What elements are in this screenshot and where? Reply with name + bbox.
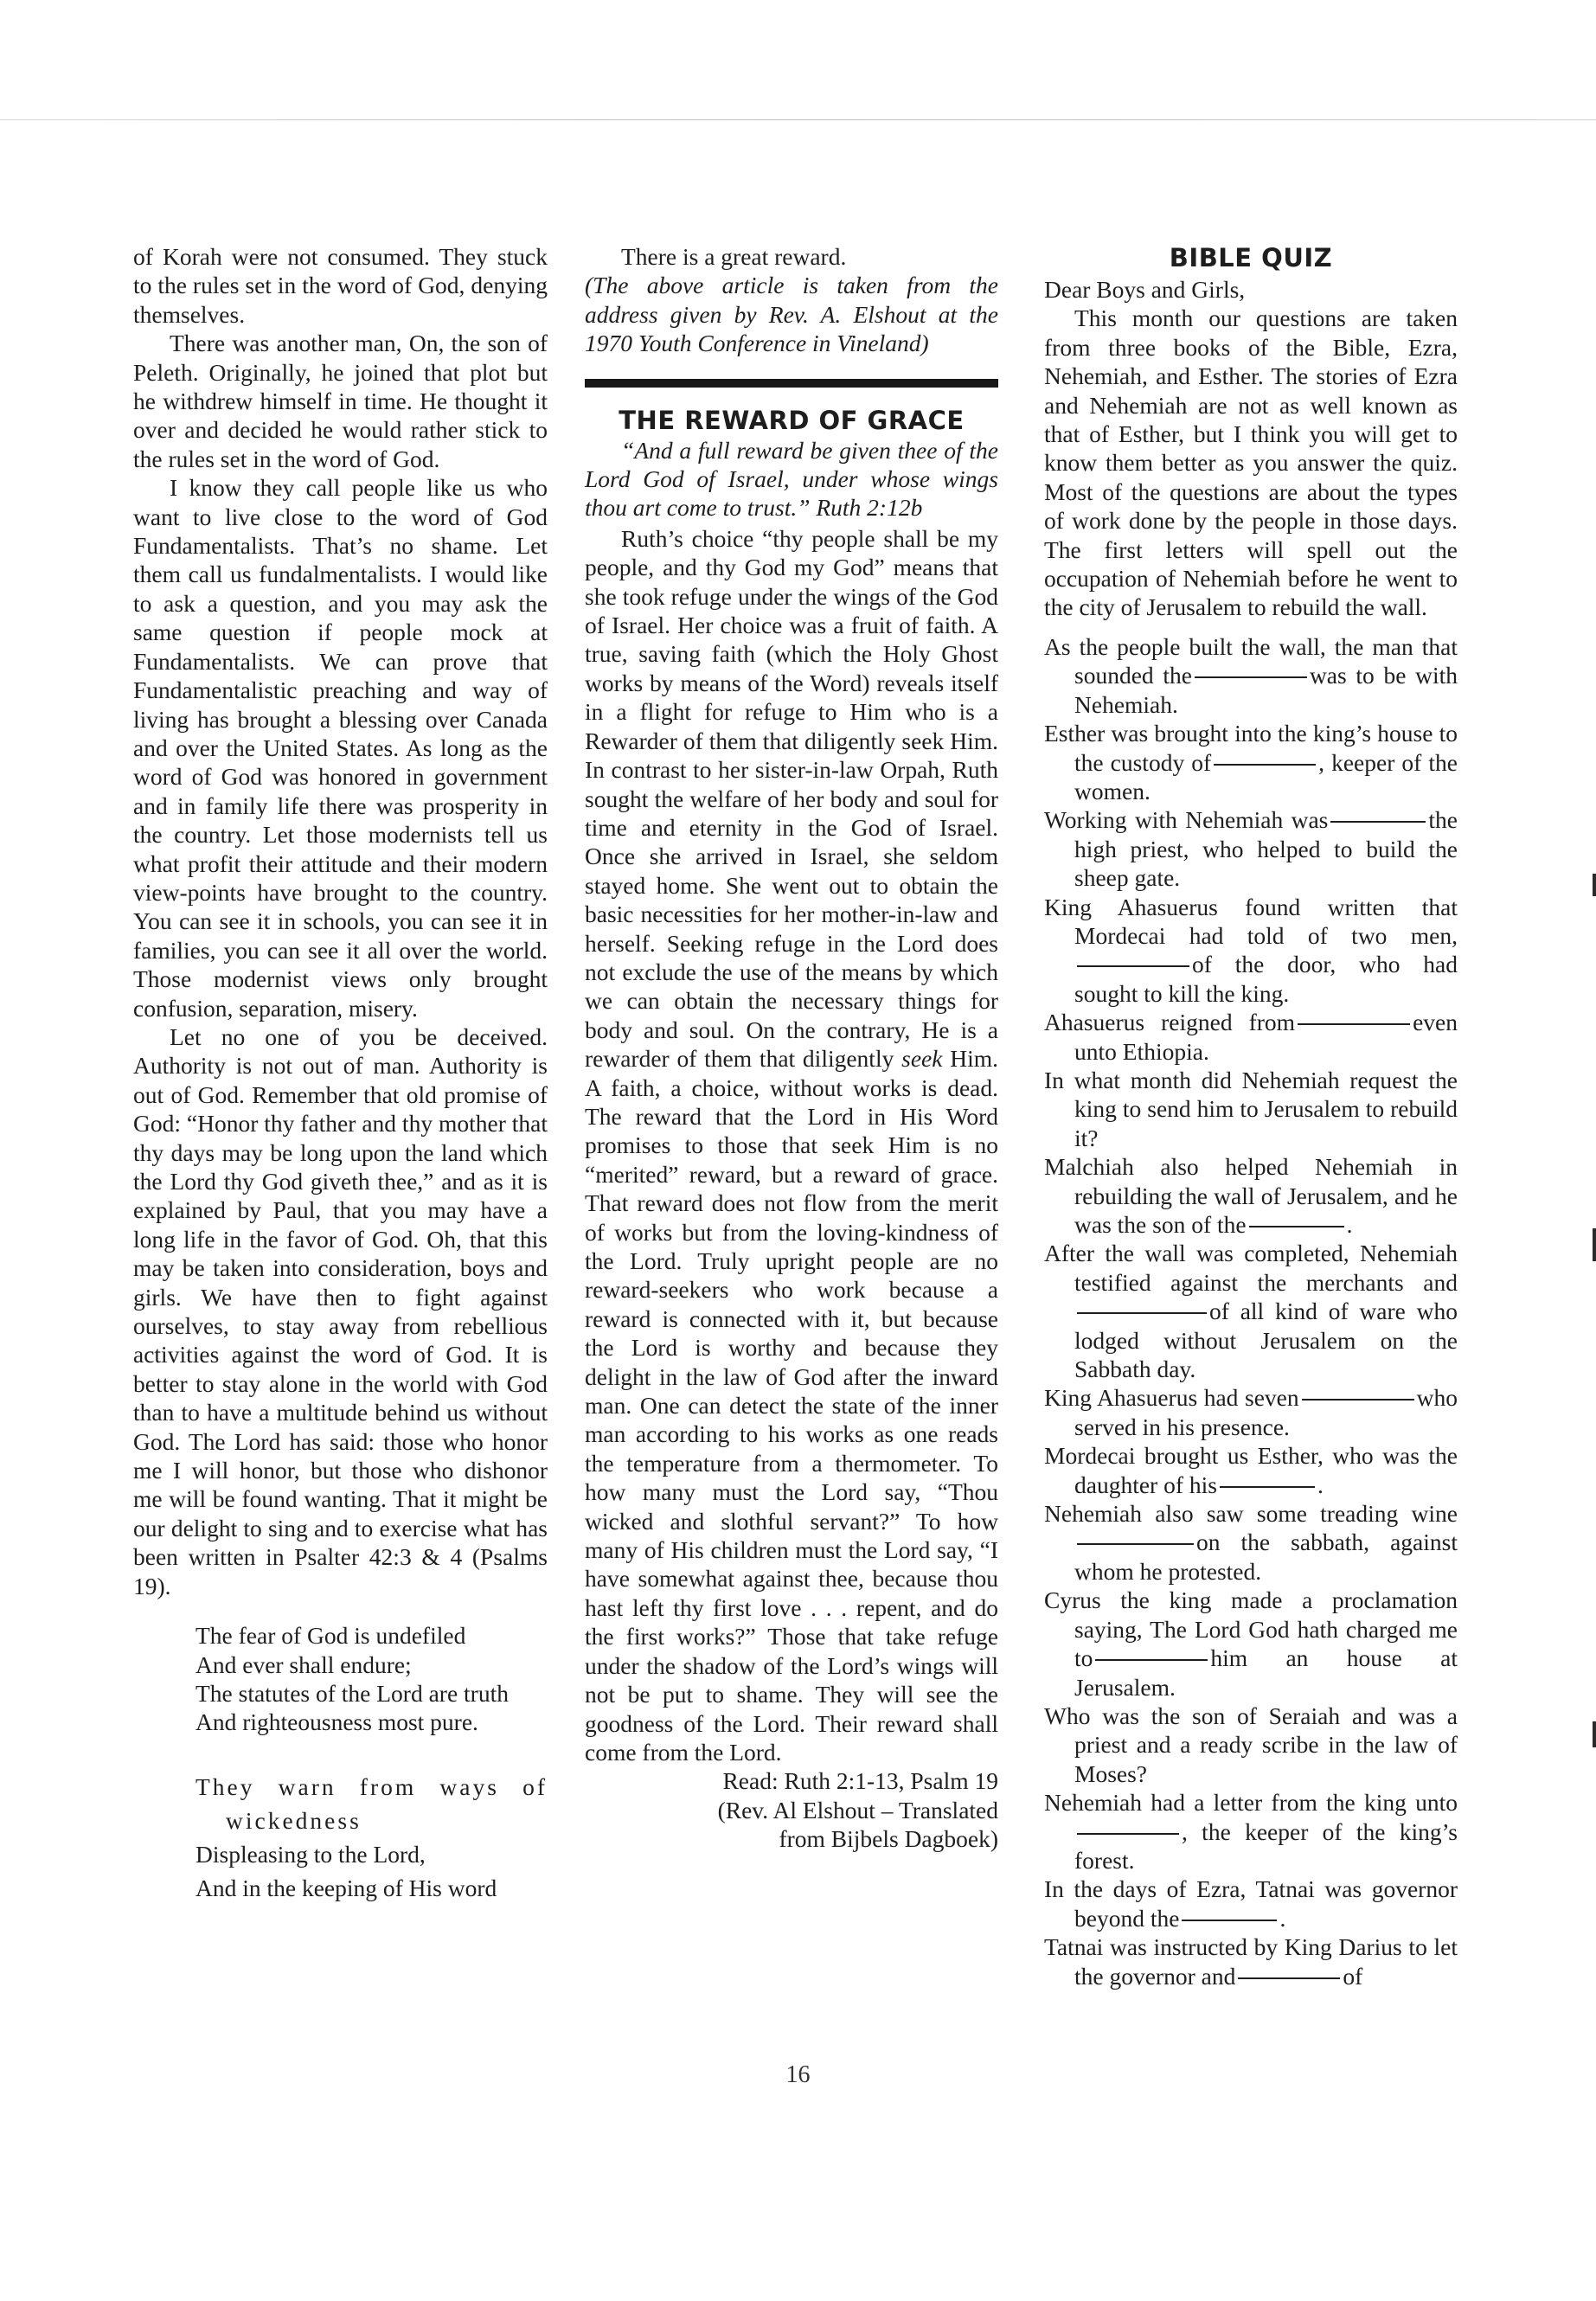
question-text: even unto Ethiopia. [1074, 1009, 1458, 1065]
paragraph: of Korah were not consumed. They stuck to the rules set in the word of God, denying themselves. [133, 243, 548, 328]
source-note: (The above article is taken from the address given by Rev. A. Elshout at the 1970 Youth Conference in Vineland) [585, 272, 998, 357]
question-text: who served in his presence. [1074, 1384, 1458, 1440]
quiz-question [1044, 1441, 1458, 1499]
quiz-heading: BIBLE QUIZ [1169, 243, 1333, 272]
quiz-question [1044, 1586, 1458, 1702]
question-text: As the people built the wall, the man that sounded the [1044, 632, 1458, 689]
quiz-question [1044, 632, 1458, 719]
question-text: of [1343, 1962, 1363, 1990]
question-text: . [1317, 1471, 1324, 1498]
answer-blank [1182, 1920, 1277, 1921]
scan-border-top [0, 119, 1596, 120]
poem-line: The statutes of the Lord are truth [195, 1679, 509, 1707]
answer-blank [1077, 1312, 1207, 1314]
quiz-question [1044, 1702, 1458, 1788]
question-text: on the sabbath, against whom he protested. [1074, 1529, 1458, 1585]
question-text: Cyrus the king made a proclamation saying, The Lord God hath charged me to [1044, 1586, 1458, 1672]
question-text: , the keeper of the king’s forest. [1074, 1817, 1458, 1874]
quiz-question [1044, 719, 1458, 805]
question-text: Mordecai brought us Esther, who was the daughter of his [1044, 1442, 1458, 1498]
question-text: Ahasuerus reigned from [1044, 1009, 1296, 1036]
paragraph: I know they call people like us who want to live close to the word of God Fundamentalists. That’s no shame. Let them call us fundalmentalists. I would like to ask a question, and you may ask the same question if people mock at Fundamentalists. We can prove that Fundamentalistic preaching and way of living has brought a blessing over Canada and over the United States. As long as the word of God was honored in government and in family life there was prosperity in the country. Let those modernists tell us what profit their attitude and their modern view-points have brought to the country. You can see it in schools, you can see it in families, you can see it all over the world. Those modernist views only brought confusion, separation, misery. [133, 474, 548, 1022]
emphasis: seek [901, 1045, 943, 1073]
paragraph: There was another man, On, the son of Peleth. Originally, he joined that plot but he withdrew himself in time. He thought it over and decided he would rather stick to the rules set in the word of God. [133, 330, 548, 472]
question-text: the high priest, who helped to build the sheep gate. [1074, 806, 1458, 892]
column-right [1044, 242, 1458, 1990]
question-text: him an house at Jerusalem. [1074, 1644, 1458, 1701]
question-text: of all kind of ware who lodged without Jerusalem on the Sabbath day. [1074, 1298, 1458, 1383]
answer-blank [1302, 1399, 1414, 1400]
question-text: Malchiah also helped Nehemiah in rebuilding the wall of Jerusalem, and he was the son of the [1044, 1153, 1458, 1238]
column-left [133, 242, 548, 1905]
salutation: Dear Boys and Girls, [1044, 276, 1246, 303]
answer-blank [1077, 1833, 1179, 1835]
quiz-question [1044, 805, 1458, 892]
quiz-question [1044, 1499, 1458, 1586]
article-heading: THE REWARD OF GRACE [619, 405, 965, 435]
answer-blank [1214, 764, 1316, 766]
psalter-stanza [195, 1770, 548, 1905]
quiz-intro: This month our questions are taken from three books of the Bible, Ezra, Nehemiah, and Esther. The stories of Ezra and Nehemiah are not as well known as that of Esther, but I think you will get to know them better as you answer the quiz. Most of the questions are about the types of work done by the people in those days. The first letters will spell out the occupation of Nehemiah before he went to the city of Jerusalem to rebuild the wall. [1044, 304, 1458, 621]
question-text: Who was the son of Seraiah and was a priest and a ready scribe in the law of Moses? [1044, 1702, 1458, 1787]
answer-blank [1077, 1543, 1194, 1545]
quiz-question [1044, 1875, 1458, 1932]
question-text: King Ahasuerus had seven [1044, 1384, 1299, 1412]
question-text: of the door, who had sought to kill the king. [1074, 951, 1458, 1007]
question-text: . [1279, 1904, 1286, 1932]
question-text: Tatnai was instructed by King Darius to let the governor and [1044, 1933, 1458, 1990]
question-text: was to be with Nehemiah. [1074, 662, 1458, 718]
question-text: In the days of Ezra, Tatnai was governor beyond the [1044, 1875, 1458, 1932]
paragraph: Let no one of you be deceived. Authority is not out of man. Authority is out of God. Remember that old promise of God: “Honor thy father and thy mother that thy days may be long upon the land which the Lord thy God giveth thee,” and as it is explained by Paul, that you may have a long life in the favor of God. Oh, that this may be taken into consideration, boys and girls. We have then to fight against ourselves, to stay away from rebellious activities against the word of God. It is better to stay alone in the world with God than to have a multitude behind us without God. The Lord has said: those who honor me I will honor, but those who dishonor me will be found wanting. That it might be our delight to sing and to exercise what has been written in Psalter 42:3 & 4 (Psalms 19). [133, 1022, 548, 1599]
quiz-question [1044, 1008, 1458, 1066]
question-text: , keeper of the women. [1074, 748, 1458, 804]
quiz-question [1044, 1239, 1458, 1383]
answer-blank [1095, 1659, 1208, 1661]
quiz-questions [1044, 632, 1458, 1990]
credit-line: from Bijbels Dagboek) [779, 1825, 998, 1853]
poem-line: And in the keeping of His word [195, 1874, 497, 1901]
page-number: 16 [785, 2061, 811, 2088]
reading-text: Read: Ruth 2:1-13, Psalm 19 [722, 1767, 998, 1795]
closing-line: There is a great reward. [621, 243, 847, 270]
reading-reference [585, 1766, 998, 1795]
question-text: Nehemiah had a letter from the king unto [1044, 1789, 1458, 1817]
answer-blank [1077, 965, 1189, 967]
article-body: Ruth’s choice “thy people shall be my people, and thy God my God” means that she took refuge under the wings of the God of Israel. Her choice was a fruit of faith. A true, saving faith (which the Holy Ghost works by means of the Word) reveals itself in a flight for refuge to Him who is a Rewarder of them that diligently seek Him. In contrast to her sister-in-law Orpah, Ruth sought the welfare of her body and soul for time and eternity in the God of Israel. Once she arrived in Israel, she seldom stayed home. She went out to obtain the basic necessities for her mother-in-law and herself. Seeking refuge in the Lord does not exclude the use of the means by which we can obtain the necessary things for body and soul. On the contrary, He is a rewarder of them that diligently seek Him. A faith, a choice, without works is dead. The reward that the Lord in His Word promises to those that seek Him is no “merited” reward, but a reward of grace. That reward does not flow from the merit of works but from the loving-kindness of the Lord. Truly upright people are no reward-seekers who work because a reward is connected with it, but because the Lord is worthy and because they delight in the law of God after the inward man. One can detect the state of the inner man according to his works as one reads the temperature from a thermometer. To how many must the Lord say, “Thou wicked and slothful servant?” To how many of His children must the Lord say, “I have somewhat against thee, because thou hast left thy first love . . . repent, and do the first works?” Those that take refuge under the shadow of the Lord’s wings will not be put to shame. They will see the goodness of the Lord. Their reward shall come from the Lord. [585, 524, 998, 1766]
question-text: After the wall was completed, Nehemiah testified against the merchants and [1044, 1240, 1458, 1296]
quiz-question [1044, 1066, 1458, 1152]
credit-line: (Rev. Al Elshout – Translated [717, 1796, 998, 1823]
poem-line: They warn from ways of wickedness [195, 1772, 548, 1834]
question-text: In what month did Nehemiah request the king to send him to Jerusalem to rebuild it? [1044, 1066, 1458, 1151]
section-divider [585, 379, 998, 388]
poem-line: Displeasing to the Lord, [195, 1840, 426, 1868]
question-text: Working with Nehemiah was [1044, 806, 1329, 834]
quiz-question [1044, 1932, 1458, 1990]
epigraph: “And a full reward be given thee of the Lord God of Israel, under whose wings thou art come to trust.” Ruth 2:12b [585, 436, 998, 522]
quiz-question [1044, 1788, 1458, 1875]
poem-line: The fear of God is undefiled [195, 1622, 466, 1650]
scan-edge-mark [1593, 1721, 1596, 1747]
column-middle [585, 242, 998, 1854]
poem-line: And righteousness most pure. [195, 1708, 478, 1736]
answer-blank [1298, 1023, 1410, 1025]
answer-blank [1238, 1977, 1340, 1979]
answer-blank [1195, 676, 1307, 678]
poem-line: And ever shall endure; [195, 1650, 412, 1678]
quiz-question [1044, 893, 1458, 1009]
answer-blank [1220, 1486, 1315, 1488]
scan-edge-mark [1593, 1228, 1596, 1261]
quiz-question [1044, 1383, 1458, 1441]
quiz-question [1044, 1152, 1458, 1239]
scan-edge-mark [1593, 874, 1596, 896]
question-text: . [1346, 1211, 1353, 1238]
question-text: King Ahasuerus found written that Mordecai had told of two men, [1044, 893, 1458, 949]
answer-blank [1330, 821, 1426, 823]
question-text: Esther was brought into the king’s house to the custody of [1044, 720, 1458, 776]
question-text: Nehemiah also saw some treading wine [1044, 1500, 1458, 1528]
answer-blank [1249, 1226, 1344, 1227]
psalter-stanza [195, 1621, 548, 1737]
